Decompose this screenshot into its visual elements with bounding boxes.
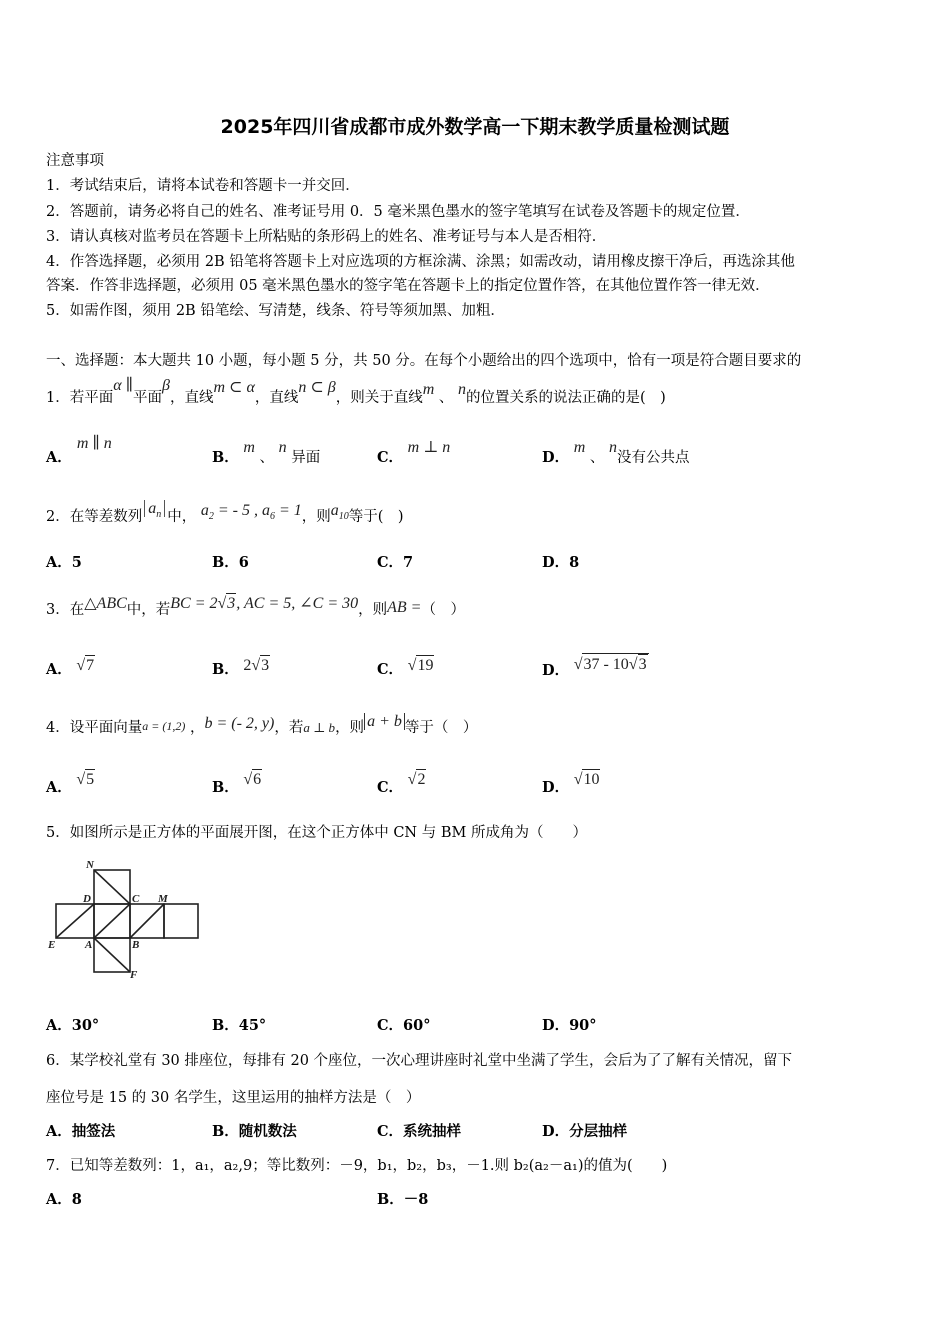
q5-option-d: D．90° bbox=[542, 1017, 597, 1034]
notice-item: 答案．作答非选择题，必须用 05 毫米黑色墨水的签字笔在答题卡上的指定位置作答，在其他位置作答一律无效． bbox=[46, 278, 770, 294]
question-6-line1: 6．某学校礼堂有 30 排座位，每排有 20 个座位，一次心理讲座时礼堂中坐满了学生，会后为了了解有关情况，留下 bbox=[46, 1053, 793, 1069]
q4-option-c: C． √2 bbox=[377, 771, 426, 796]
q4-option-b: B． √6 bbox=[212, 771, 262, 796]
q5-option-b: B．45° bbox=[212, 1017, 267, 1034]
notice-item: 4．作答选择题，必须用 2B 铅笔将答题卡上对应选项的方框涂满、涂黑；如需改动，请用橡皮擦干净后，再选涂其他 bbox=[46, 254, 795, 270]
notice-item: 3．请认真核对监考员在答题卡上所粘贴的条形码上的姓名、准考证号与本人是否相符． bbox=[46, 229, 607, 245]
q6-option-d: D．分层抽样 bbox=[542, 1123, 628, 1140]
label-N: N bbox=[86, 859, 94, 871]
q4-option-d: D． √10 bbox=[542, 771, 600, 796]
question-3: 3．在△ABC中，若BC = 2√3, AC = 5, ∠C = 30，则AB =（ ） bbox=[46, 595, 465, 618]
q2-option-d: D．8 bbox=[542, 554, 580, 571]
question-2: 2．在等差数列 $a_n$ 中， $a_2$ = - 5 , $a_6 = 1$，则$a_{10}$等于( ) bbox=[46, 500, 404, 525]
section-heading: 一、选择题：本大题共 10 小题，每小题 5 分，共 50 分。在每个小题给出的四个选项中，恰有一项是符合题目要求的 bbox=[46, 353, 802, 369]
question-5: 5．如图所示是正方体的平面展开图，在这个正方体中 CN 与 BM 所成角为（ ） bbox=[46, 825, 587, 841]
q7-option-b: B．－8 bbox=[377, 1191, 429, 1208]
q6-option-a: A．抽签法 bbox=[46, 1123, 116, 1140]
q5-option-c: C．60° bbox=[377, 1017, 431, 1034]
q3-option-d: D． √37 - 10√3 bbox=[542, 659, 649, 681]
q2-option-c: C．7 bbox=[377, 554, 414, 571]
label-F: F bbox=[130, 969, 138, 981]
label-E: E bbox=[48, 939, 56, 951]
q1-option-a: A． m ∥ n bbox=[46, 435, 112, 466]
question-1: 1．若平面α ∥平面β，直线m ⊂ α，直线n ⊂ β，则关于直线m 、 n的位置关系的说法正确的是( ) bbox=[46, 377, 666, 406]
notice-item: 5．如需作图，须用 2B 铅笔绘、写清楚，线条、符号等须加黑、加粗． bbox=[46, 303, 505, 319]
question-4: 4．设平面向量a = (1,2) ，b = (- 2, y)，若a ⊥ b，则 a + b 等于（ ） bbox=[46, 713, 478, 736]
question-6-line2: 座位号是 15 的 30 名学生，这里运用的抽样方法是（ ） bbox=[46, 1090, 421, 1106]
cube-net-figure bbox=[44, 856, 204, 981]
q3-option-a: A． √7 bbox=[46, 657, 95, 678]
q2-option-a: A．5 bbox=[46, 554, 82, 571]
q3-option-c: C． √19 bbox=[377, 657, 434, 678]
q6-option-c: C．系统抽样 bbox=[377, 1123, 462, 1140]
q4-option-a: A． √5 bbox=[46, 771, 95, 796]
q1-option-d: D． m 、 n没有公共点 bbox=[542, 439, 690, 466]
q3-option-b: B． 2√3 bbox=[212, 657, 270, 678]
q5-option-a: A．30° bbox=[46, 1017, 100, 1034]
page-title: 2025年四川省成都市成外数学高一下期末教学质量检测试题 bbox=[220, 116, 730, 138]
q1-option-b: B． m 、 n 异面 bbox=[212, 439, 321, 466]
notice-item: 2．答题前，请务必将自己的姓名、准考证号用 0．5 毫米黑色墨水的签字笔填写在试卷及答题卡的规定位置． bbox=[46, 204, 750, 220]
label-D: D bbox=[83, 893, 91, 905]
label-C: C bbox=[132, 893, 140, 905]
q1-option-c: C． m ⊥ n bbox=[377, 439, 451, 466]
q7-option-a: A．8 bbox=[46, 1191, 82, 1208]
label-A: A bbox=[85, 939, 93, 951]
notice-heading: 注意事项 bbox=[46, 153, 104, 169]
notice-item: 1．考试结束后，请将本试卷和答题卡一并交回． bbox=[46, 178, 360, 194]
q2-option-b: B．6 bbox=[212, 554, 249, 571]
label-M: M bbox=[158, 893, 168, 905]
question-7: 7．已知等差数列：1，a₁，a₂,9；等比数列：－9，b₁，b₂，b₃，－1.则 b₂(a₂－a₁)的值为( ) bbox=[46, 1158, 668, 1174]
label-B: B bbox=[132, 939, 140, 951]
q6-option-b: B．随机数法 bbox=[212, 1123, 297, 1140]
